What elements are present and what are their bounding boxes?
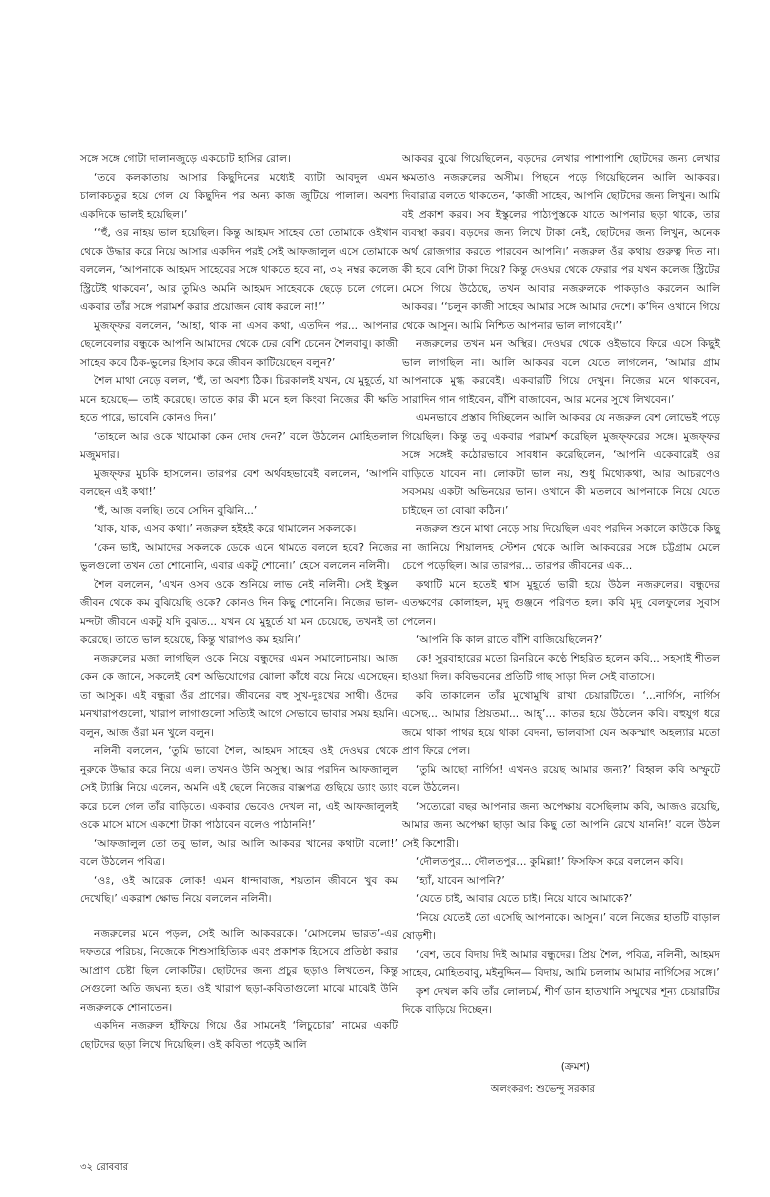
paragraph: শৈল মাথা নেড়ে বলল, ‘হুঁ, তা অবশ্য ঠিক। চিরকালই যখন, যে মুহূর্তে, যা মনে হয়েছে— তাই করেছে। তাতে কার কী মনে হল কিংবা নিজের কী ক্ষতি হতে পারে, ভাবেনি কোনও দিন।’ [80, 375, 398, 424]
paragraph: ‘‘হুঁ, ওর নাহয় ভাল হয়েছিল। কিন্তু আহমদ সাহেব তো তোমাকে ওইখান থেকে উদ্ধার করে নিয়ে আসার একদিন পরই সেই আফজালুল এসে তোমাকে বললেন, ‘আপনাকে আহমদ সাহেবের সঙ্গে থাকতে হবে না, ৩২ নম্বর কলেজ স্ট্রিটেই থাকবেন’, আর তুমিও অমনি আহমদ সাহেবকে ছেড়ে চলে গেলে। একবার তাঁর সঙ্গে পরামর্শ করার প্রয়োজন বোধ করলে না!’’ [80, 227, 398, 313]
paragraph: নজরুলের মনে পড়ল, সেই আলি আকবরকে। ‘মোসলেম ভারত’-এর দফতরে পরিচয়, নিজেকে শিশুসাহিত্যিক এবং প্রকাশক হিসেবে প্রতিষ্ঠা করার আপ্রাণ চেষ্টা ছিল লোকটির। ছোটদের জন্য প্রচুর ছড়াও লিখতেন, কিন্তু সেগুলো অতি জঘন্য হত। ওই খারাপ ছড়া-কবিতাগুলো মাঝে মাঝেই উনি নজরুলকে শোনাতেন। [80, 927, 398, 1014]
paragraph: কথাটি মনে হতেই শ্বাস মুহূর্তে ভারী হয়ে উঠল নজরুলের। বন্ধুদের এতক্ষণের কোলাহল, মৃদু গুঞ্জনে পরিণত হল। কবি মৃদু বেলফুলের সুবাস পেলেন। [402, 578, 720, 628]
paragraph: ‘যাক, যাক, এসব কথা।’ নজরুল হইহই করে থামালেন সকলকে। [94, 523, 357, 535]
paragraph: এমনভাবে প্রস্তাব দিচ্ছিলেন আলি আকবর যে নজরুল বেশ লোভেই পড়ে গিয়েছিল। কিন্তু তবু একবার পরামর্শ করেছিল মুজফ্‌ফরের সঙ্গে। মুজফ্‌ফর সঙ্গে সঙ্গেই কঠোরভাবে সাবধান করেছিলেন, ‘আপনি একেবারেই ওর বাড়িতে যাবেন না। লোকটা ভাল নয়, শুধু মিথ্যেকথা, আর আচরণেও সবসময় একটা অভিনয়ের ভান। ওখানে কী মতলবে আপনাকে নিয়ে যেতে চাইছেন তা বোঝা কঠিন।’ [402, 412, 720, 517]
paragraph: ‘আফজালুল তো তবু ভাল, আর আলি আকবর খানের কথাটা বলো!’ বলে উঠলেন পবিত্র। [80, 837, 398, 868]
paragraph: ‘যেতে চাই, আবার যেতে চাই। নিয়ে যাবে আমাকে?’ [416, 893, 633, 905]
paragraph: নলিনী বললেন, ‘তুমি ভাবো শৈল, আহমদ সাহেব ওই দেওঘর থেকে নুরুকে উদ্ধার করে নিয়ে এল। তখনও উনি অসুস্থ। আর পরদিন আফজালুল সেই ট্যাক্সি নিয়ে এলেন, অমনি এই ছেলে নিজের বাক্সপত্র গুছিয়ে ড্যাং ড্যাং করে চলে গেল তাঁর বাড়িতে। একবার ভেবেও দেখল না, এই আফজালুলই ওকে মাসে মাসে একশো টাকা পাঠাবেন বলেও পাঠাননি!’ [80, 745, 398, 831]
paragraph: শৈল বললেন, ‘এখন ওসব ওকে শুনিয়ে লাভ নেই নলিনী। সেই ইস্কুল জীবন থেকে কম বুঝিয়েছি ওকে? কোনও দিন কিছু শোনেনি। নিজের ভাল-মন্দটা জীবনে একটু যদি বুঝত... যখন যে মুহূর্তে যা মন চেয়েছে, তখনই তা করেছে। তাতে ভাল হয়েছে, কিন্তু খারাপও কম হয়নি।’ [80, 578, 398, 646]
page-footer: ৩২ রোববার [80, 1162, 129, 1173]
paragraph: ‘তুমি আছো নার্গিস! এখনও রয়েছ আমার জন্য?’ বিহ্বল কবি অস্ফুটে বলে উঠলেন। [402, 763, 720, 794]
paragraph: একদিন নজরুল হাঁফিয়ে গিয়ে ওঁর সামনেই ‘লিচুচোর’ নামের একটি ছোটদের ছড়া লিখে দিয়েছিল। ওই কবিতা পড়েই আলি [80, 1020, 398, 1051]
paragraph: ‘বেশ, তবে বিদায় দিই আমার বন্ধুদের। প্রিয় শৈল, পবিত্র, নলিনী, আহমদ সাহেব, মোহিতবাবু, মইনুদ্দিন— বিদায়, আমি চললাম আমার নার্গিসের সঙ্গে।’ [402, 948, 720, 979]
paragraph: মুজফ্‌ফর বললেন, ‘আহা, থাক না এসব কথা, এতদিন পর... আপনার ছেলেবেলার বন্ধুকে আপনি আমাদের থেকে ঢের বেশি চেনেন শৈলবাবু। কাজী সাহেব কবে ঠিক-ভুলের হিসাব করে জীবন কাটিয়েছেন বলুন?’ [80, 319, 398, 369]
paragraph: ‘সত্যেরো বছর আপনার জন্য অপেক্ষায় বসেছিলাম কবি, আজও রয়েছি, আমার জন্য অপেক্ষা ছাড়া আর কিছু তো আপনি রেখে যাননি!’ বলে উঠল সেই কিশোরী। [402, 800, 720, 850]
paragraph: কবি তাকালেন তাঁর মুখোমুখি রাখা চেয়ারটিতে। ‘...নার্গিস, নার্গিস এসেছ... আমার প্রিয়তমা... আহ্‌’... কাতর হয়ে উঠলেন কবি। বহুযুগ ধরে জমে থাকা পাথর হয়ে থাকা বেদনা, ভালবাসা যেন অকস্মাৎ অহল্যার মতো প্রাণ ফিরে পেল। [402, 689, 720, 757]
paragraph: কৃশ দেখল কবি তাঁর লোলচর্ম, শীর্ণ ডান হাতখানি সম্মুখের শূন্য চেয়ারটির দিকে বাড়িয়ে দিচ্ছেন। [402, 985, 720, 1016]
paragraph: নজরুল শুনে মাথা নেড়ে সায় দিয়েছিল এবং পরদিন সকালে কাউকে কিছু না জানিয়ে শিয়ালদহ স্টেশন থেকে আলি আকবরের সঙ্গে চট্টগ্রাম মেলে চেপে পড়েছিল। আর তারপর... তারপর জীবনের এক... [402, 523, 720, 572]
paragraph: আকবর বুঝে গিয়েছিলেন, বড়দের লেখার পাশাপাশি ছোটদের জন্য লেখার ক্ষমতাও নজরুলের অসীম। পিছনে পড়ে গিয়েছিলেন আলি আকবর। দিবারাত্র বলতে থাকতেন, ‘কাজী সাহেব, আপনি ছোটদের জন্য লিখুন। আমি বই প্রকাশ করব। সব ইস্কুলের পাঠ্যপুস্তকে যাতে আপনার ছড়া থাকে, তার ব্যবস্থা করব। বড়দের জন্য লিখে টাকা নেই, ছোটদের জন্য লিখুন, অনেক অর্থ রোজগার করতে পারবেন আপনি।’ নজরুল ওঁর কথায় গুরুত্ব দিত না। কী হবে বেশি টাকা দিয়ে? কিন্তু দেওঘর থেকে ফেরার পর যখন কলেজ স্ট্রিটের মেসে গিয়ে উঠেছে, তখন আবার নজরুলকে পাকড়াও করলেন আলি আকবর। ‘‘চলুন কাজী সাহেব আমার সঙ্গে আমার দেশে। ক’দিন ওখানে গিয়ে থেকে আসুন। আমি নিশ্চিত আপনার ভাল লাগবেই।’’ [402, 153, 720, 332]
left-column [80, 150, 398, 1054]
paragraph: ‘হ্যাঁ, যাবেন আপনি?’ [416, 874, 505, 887]
paragraph: ‘তাহলে আর ওকে খামোকা কেন দোষ দেন?’ বলে উঠলেন মোহিতলাল মজুমদার। [80, 430, 398, 461]
paragraph: ‘ওঃ, ওই আরেক লোক! এমন ধান্দাবাজ, শয়তান জীবনে খুব কম দেখেছি।’ একরাশ ক্ষোভ নিয়ে বললেন নলিনী। [80, 874, 398, 905]
paragraph: ‘তবে কলকাতায় আসার কিছুদিনের মধ্যেই ব্যাটা আবদুল এমন চালাকচতুর হয়ে গেল যে কিছুদিন পর অন্য কাজ জুটিয়ে পালাল। অবশ্য একদিকে ভালই হয়েছিল।’ [80, 171, 398, 221]
paragraph: কে! সুরবাহারের মতো রিনরিনে কণ্ঠে শিহরিত হলেন কবি... সহসাই শীতল হাওয়া দিল। কবিভবনের প্রতিটি গাছ সাড়া দিল সেই বাতাসে। [402, 652, 720, 683]
paragraph: সঙ্গে সঙ্গে গোটা দালানজুড়ে একচোট হাসির রোল। [80, 153, 291, 165]
paragraph: ‘কেন ভাই, আমাদের সকলকে ডেকে এনে থামতে বললে হবে? নিজের ভুলগুলো তখন তো শোনোনি, এবার একটু শোনো।’ হেসে বললেন নলিনী। [80, 541, 398, 572]
paragraph: মুজফ্‌ফর মুচকি হাসলেন। তারপর বেশ অর্থবহভাবেই বললেন, ‘আপনি বলছেন এই কথা!’ [80, 467, 398, 498]
paragraph: ‘নিয়ে যেতেই তো এসেছি আপনাকে। আসুন।’ বলে নিজের হাতটি বাড়াল ষোড়শী। [402, 911, 720, 942]
paragraph: নজরুলের তখন মন অস্থির। দেওঘর থেকে ওইভাবে ফিরে এসে কিছুই ভাল লাগছিল না। আলি আকবর বলে যেতে লাগলেন, ‘আমার গ্রাম আপনাকে মুগ্ধ করবেই। একবারটি গিয়ে দেখুন। নিজের মনে থাকবেন, সারাদিন গান গাইবেন, বাঁশি বাজাবেন, আর মনের সুখে লিখবেন।’ [402, 338, 720, 406]
paragraph: ‘আপনি কি কাল রাতে বাঁশি বাজিয়েছিলেন?’ [416, 634, 603, 646]
right-column [402, 150, 720, 1020]
illustration-credit: অলংকরণ: শুভেন্দু সরকার [490, 1084, 595, 1095]
paragraph: ‘হুঁ, আজ বলছি। তবে সেদিন বুঝিনি...’ [94, 504, 258, 517]
paragraph: ‘দৌলতপুর... দৌলতপুর... কুমিল্লা!’ ফিসফিস করে বললেন কবি। [416, 856, 684, 868]
continued-marker: (ক্রমশ) [560, 1061, 590, 1073]
paragraph: নজরুলের মজা লাগছিল ওকে নিয়ে বন্ধুদের এমন সমালোচনায়। আজ কেন কে জানে, সকলেই বেশ অভিযোগের ঝোলা কাঁধে বয়ে নিয়ে এসেছেন। তা আসুক। এই বন্ধুরা ওঁর প্রাণের। জীবনের বহু সুখ-দুঃখের সাথী। ওঁদের মনখারাপগুলো, খারাপ লাগাগুলো সত্যিই আগে সেভাবে ভাবার সময় হয়নি। বলুন, আজ ওঁরা মন খুলে বলুন। [80, 652, 398, 739]
